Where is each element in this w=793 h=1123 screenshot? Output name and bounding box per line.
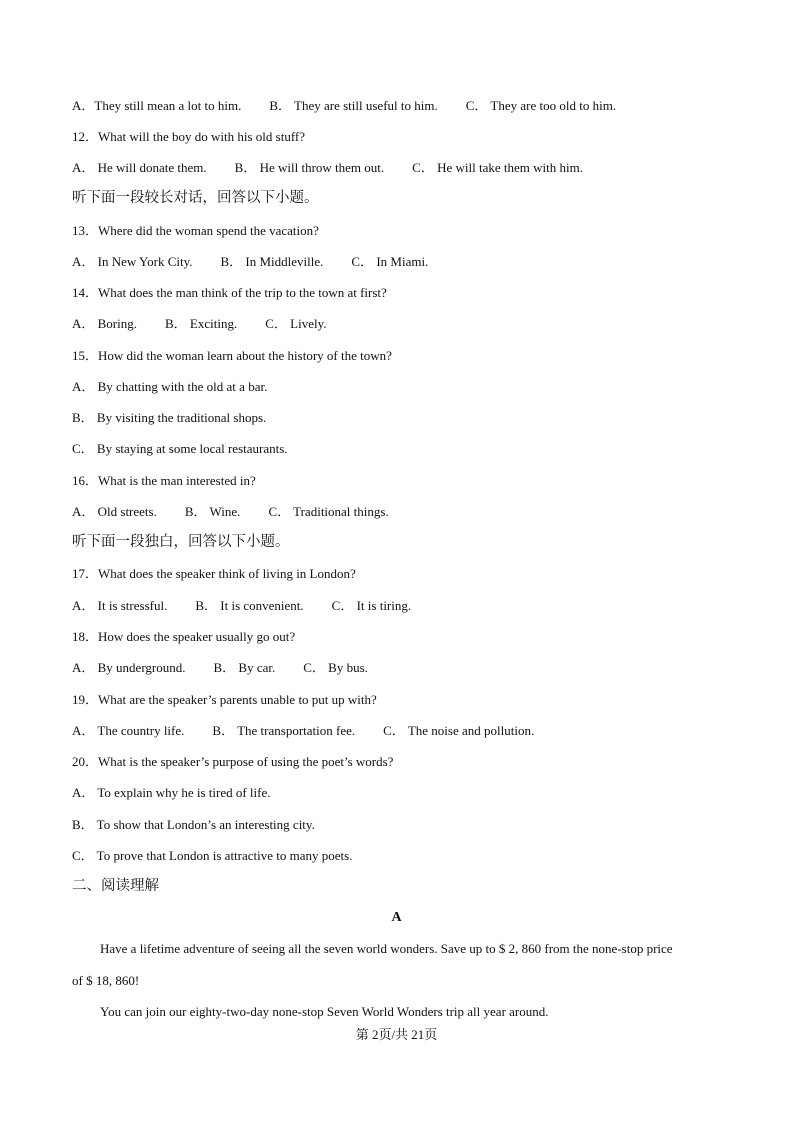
question-18: 18．How does the speaker usually go out? [72,629,296,644]
q12-options [72,160,583,176]
q20-option-c: C． To prove that London is attractive to many poets. [72,848,353,863]
q15-option-c: C． By staying at some local restaurants. [72,441,288,456]
page-footer: 第 2页/共 21页 [355,1027,438,1042]
q11-options [72,98,616,114]
passage-line-1: Have a lifetime adventure of seeing all the seven world wonders. Save up to $ 2, 860 from the none-stop price [100,941,673,956]
question-19: 19．What are the speaker’s parents unable to put up with? [72,692,377,707]
section-instruction-dialogue: 听下面一段较长对话，回答以下小题。 [72,190,319,206]
q13-options [72,254,428,270]
option-b: B． He will throw them out. [234,160,385,175]
q14-options [72,316,327,332]
q18-options [72,660,368,676]
q20-option-a: A． To explain why he is tired of life. [72,785,271,800]
q20-option-b: B． To show that London’s an interesting city. [72,817,315,832]
option-c: C． The noise and pollution. [383,723,535,738]
question-20: 20．What is the speaker’s purpose of using the poet’s words? [72,754,394,769]
question-14: 14．What does the man think of the trip to the town at first? [72,285,387,300]
option-a: A． It is stressful. [72,598,168,613]
option-c: C． In Miami. [351,254,429,269]
option-b: B． Wine. [184,504,241,519]
question-16: 16．What is the man interested in? [72,473,256,488]
question-12: 12．What will the boy do with his old stuff? [72,129,306,144]
option-b: B． They are still useful to him. [269,98,438,113]
option-a: A． Old streets. [72,504,157,519]
option-b: B． Exciting. [165,316,238,331]
option-b: B． By car. [213,660,276,675]
option-c: C． By bus. [303,660,368,675]
option-a: A． In New York City. [72,254,193,269]
question-13: 13．Where did the woman spend the vacation? [72,223,319,238]
option-b: B． The transportation fee. [212,723,356,738]
q15-option-a: A． By chatting with the old at a bar. [72,379,268,394]
passage-line-2: of $ 18, 860! [72,973,140,988]
option-b: B． It is convenient. [195,598,304,613]
section-heading-reading: 二、阅读理解 [72,878,159,894]
option-c: C． It is tiring. [331,598,412,613]
passage-line-3: You can join our eighty-two-day none-stop Seven World Wonders trip all year around. [100,1004,549,1019]
question-17: 17．What does the speaker think of living in London? [72,566,356,581]
option-b: B． In Middleville. [220,254,324,269]
option-a: A．They still mean a lot to him. [72,98,242,113]
option-a: A． He will donate them. [72,160,207,175]
question-15: 15．How did the woman learn about the history of the town? [72,348,392,363]
option-c: C． Lively. [265,316,327,331]
option-a: A． Boring. [72,316,138,331]
section-instruction-monologue: 听下面一段独白，回答以下小题。 [72,534,290,550]
q15-option-b: B． By visiting the traditional shops. [72,410,267,425]
option-a: A． The country life. [72,723,185,738]
q16-options [72,504,389,520]
q19-options [72,723,534,739]
option-c: C． They are too old to him. [465,98,617,113]
option-c: C． Traditional things. [268,504,389,519]
option-c: C． He will take them with him. [412,160,583,175]
q17-options [72,598,411,614]
option-a: A． By underground. [72,660,186,675]
passage-title: A [391,910,402,925]
